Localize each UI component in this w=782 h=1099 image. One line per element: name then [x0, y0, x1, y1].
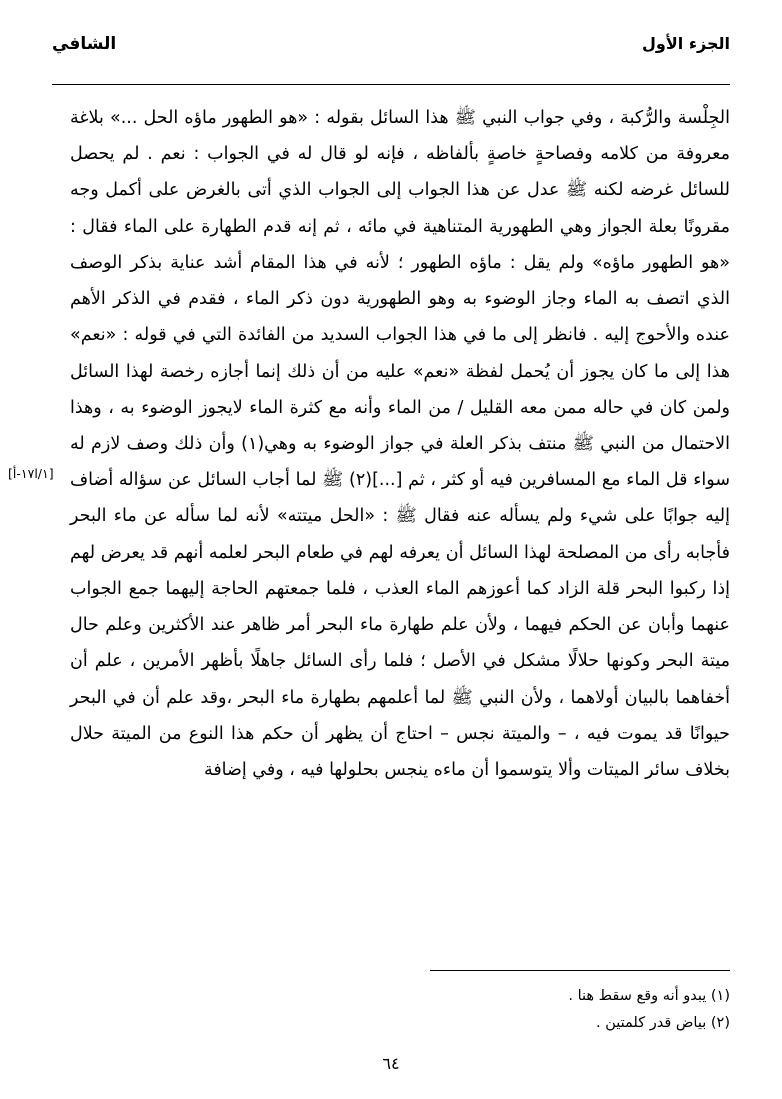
page-header [52, 34, 730, 64]
header-divider [52, 84, 730, 85]
footnote-divider [430, 970, 730, 971]
page-body [70, 100, 730, 788]
footnote-item: (١) يبدو أنه وقع سقط هنا . [568, 988, 730, 1005]
page-number: ٦٤ [382, 1054, 400, 1073]
body-paragraph: الجِلْسة والرُّكبة ، وفي جواب النبي ﷺ هذا السائل بقوله : «هو الطهور ماؤه الحل ...» بلاغة معروفة من كلامه وفصاحةٍ خاصةٍ بألفاظه ، فإنه لو قال له في الجواب : نعم . لم يحصل للسائل غرضه لكنه ﷺ عدل عن هذا الجواب إلى الجواب الذي أتى بالغرض على أكمل وجه مقرونًا بعلة الجواز وهي الطهورية المتناهية في مائه ، ثم إنه قدم الطهارة على الماء فقال : «هو الطهور ماؤه» ولم يقل : ماؤه الطهور ؛ لأنه في هذا المقام أشد عناية بذكر الوصف الذي اتصف به الماء وجاز الوضوء به وهو الطهورية دون ذكر الماء ، فقدم في الذكر الأهم عنده والأحوج إليه . فانظر إلى ما في هذا الجواب السديد من الفائدة التي في قوله : «نعم» هذا إلى ما كان يجوز أن يُحمل لفظة «نعم» عليه من أن ذلك إنما أجازه رخصة لهذا السائل ولمن كان في حاله ممن معه القليل / من الماء وأنه مع كثرة الماء لايجوز الوضوء به ، وهذا الاحتمال من النبي ﷺ منتف بذكر العلة في جواز الوضوء به وهي(١) وأن ذلك وصف لازم له سواء قل الماء مع المسافرين فيه أو كثر ، ثم [...](٢) ﷺ لما أجاب السائل عن سؤاله أضاف إليه جوابًا على شيء ولم يسأله عنه فقال ﷺ : «الحل ميتته» لأنه لما سأله عن ماء البحر فأجابه رأى من المصلحة لهذا السائل أن يعرفه لهم في طعام البحر لعلمه أنهم قد يعرض لهم إذا ركبوا البحر قلة الزاد كما أعوزهم الماء العذب ، فلما جمعتهم الحاجة إليهما جمع الجواب عنهما وأبان عن الحكم فيهما ، ولأن علم طهارة ماء البحر أمر ظاهر عند الأكثرين وعلم حال ميتة البحر وكونها حلالًا مشكل في الأصل ؛ فلما رأى السائل جاهلًا بأظهر الأمرين ، علم أن أخفاهما بالبيان أولاهما ، ولأن النبي ﷺ لما أعلمهم بطهارة ماء البحر ،وقد علم أن في البحر حيوانًا قد يموت فيه ، – والميتة نجس – احتاج أن يظهر أن حكم هذا النوع من الميتة حلال بخلاف سائر الميتات وألا يتوسموا أن ماءه ينجس بحلولها فيه ، وفي إضافة [70, 108, 730, 780]
folio-marginal-note: [١/ا١٧-أ] [8, 466, 54, 481]
book-title: الشافي [52, 34, 117, 54]
footnotes [70, 983, 730, 1037]
volume-label: الجزء الأول [642, 34, 730, 53]
footnote-item: (٢) بياض قدر كلمتين . [596, 1015, 730, 1032]
